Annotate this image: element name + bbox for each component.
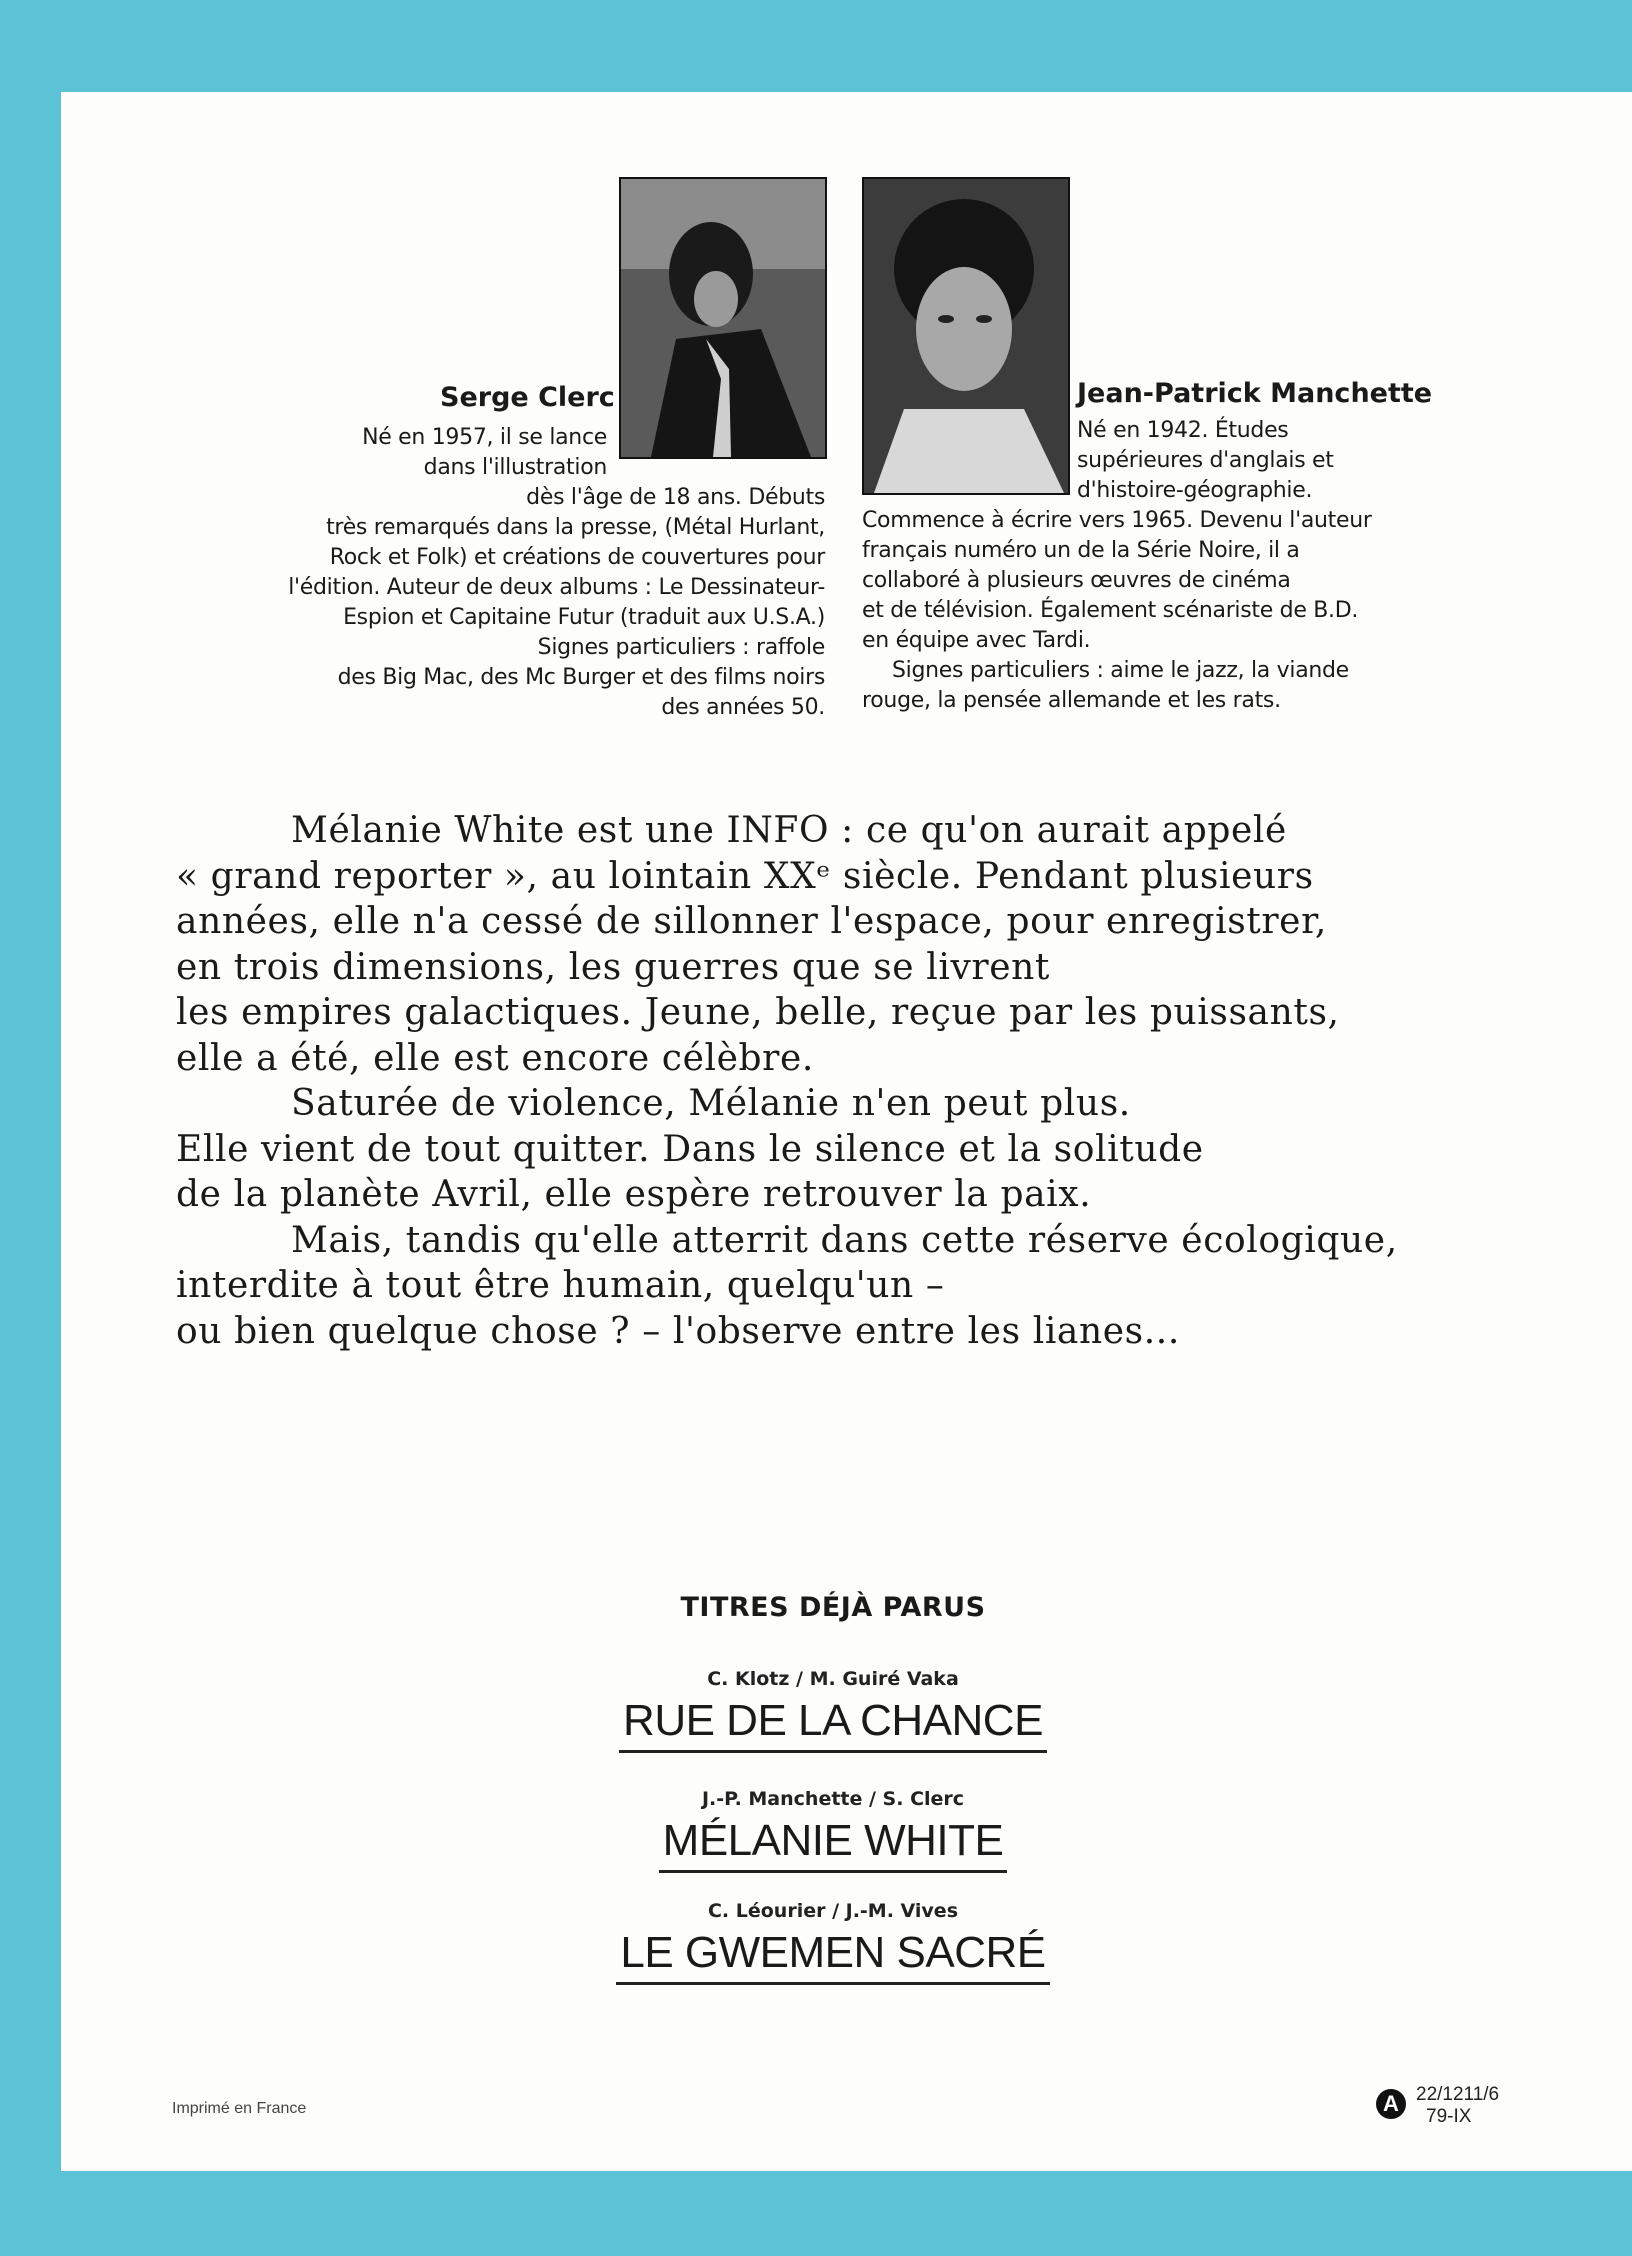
synopsis-line: ou bien quelque chose ? – l'observe entre les lianes... (176, 1310, 1180, 1352)
author-bio-jean-patrick-manchette (862, 416, 1582, 716)
bio-line: dans l'illustration (423, 455, 607, 480)
titles-heading: TITRES DÉJÀ PARUS (680, 1592, 986, 1623)
synopsis-line: « grand reporter », au lointain XXᵉ siècle. Pendant plusieurs (176, 855, 1314, 897)
bio-line: Commence à écrire vers 1965. Devenu l'auteur (862, 508, 1372, 533)
bio-line: des Big Mac, des Mc Burger et des films noirs (337, 665, 825, 690)
bio-line: Né en 1957, il se lance (362, 425, 607, 450)
synopsis (176, 808, 1576, 1354)
bio-line: l'édition. Auteur de deux albums : Le Dessinateur- (288, 575, 825, 600)
publisher-logo-icon: A (1376, 2089, 1406, 2119)
bio-line: Né en 1942. Études (1077, 418, 1289, 443)
synopsis-line: Elle vient de tout quitter. Dans le silence et la solitude (176, 1128, 1204, 1170)
synopsis-line: années, elle n'a cessé de sillonner l'espace, pour enregistrer, (176, 901, 1327, 942)
bio-line: en équipe avec Tardi. (862, 628, 1091, 653)
book-title: LE GWEMEN SACRÉ (616, 1928, 1049, 1985)
bio-line: Rock et Folk) et créations de couvertures pour (329, 545, 825, 570)
book-authors: C. Léourier / J.-M. Vives (707, 1900, 959, 1922)
book-title: RUE DE LA CHANCE (619, 1696, 1047, 1753)
bio-line: collaboré à plusieurs œuvres de cinéma (862, 568, 1291, 593)
synopsis-line: elle a été, elle est encore célèbre. (176, 1037, 814, 1079)
bio-line: d'histoire-géographie. (1077, 478, 1313, 503)
book-title: MÉLANIE WHITE (659, 1816, 1008, 1873)
synopsis-line: de la planète Avril, elle espère retrouver la paix. (176, 1174, 1092, 1215)
bio-line: très remarqués dans la presse, (Métal Hurlant, (326, 515, 825, 540)
synopsis-line: Mais, tandis qu'elle atterrit dans cette réserve écologique, (291, 1219, 1398, 1261)
edition-code-line: 79-IX (1426, 2106, 1472, 2127)
author-bio-serge-clerc (160, 423, 825, 723)
book-entry (0, 1668, 1632, 1753)
printed-in-france: Imprimé en France (172, 2100, 307, 2117)
bio-line: Espion et Capitaine Futur (traduit aux U.S.A.) (343, 605, 825, 630)
author-name-jean-patrick-manchette: Jean-Patrick Manchette (1077, 378, 1433, 409)
bio-line: dès l'âge de 18 ans. Débuts (526, 485, 825, 510)
synopsis-line: interdite à tout être humain, quelqu'un – (176, 1265, 945, 1306)
bio-line: Signes particuliers : raffole (537, 635, 825, 660)
book-entry (0, 1788, 1632, 1873)
serge-clerc-photo (619, 177, 827, 459)
edition-code (1376, 2084, 1499, 2128)
bio-line: des années 50. (661, 695, 825, 720)
synopsis-line: Mélanie White est une INFO : ce qu'on aurait appelé (291, 810, 1287, 851)
book-entry (0, 1900, 1632, 1985)
bio-line: Signes particuliers : aime le jazz, la viande (892, 658, 1349, 683)
synopsis-line: en trois dimensions, les guerres que se livrent (176, 946, 1050, 988)
bio-line: rouge, la pensée allemande et les rats. (862, 688, 1281, 713)
book-authors: J.-P. Manchette / S. Clerc (701, 1788, 965, 1810)
synopsis-line: les empires galactiques. Jeune, belle, reçue par les puissants, (176, 992, 1340, 1033)
edition-code-line: 22/1211/6 (1416, 2084, 1500, 2105)
bio-line: français numéro un de la Série Noire, il a (862, 538, 1300, 563)
book-authors: C. Klotz / M. Guiré Vaka (707, 1668, 959, 1690)
bio-line: supérieures d'anglais et (1077, 448, 1334, 473)
author-name-serge-clerc: Serge Clerc (440, 382, 615, 413)
synopsis-line: Saturée de violence, Mélanie n'en peut plus. (291, 1083, 1131, 1124)
bio-line: et de télévision. Également scénariste de B.D. (862, 598, 1359, 623)
